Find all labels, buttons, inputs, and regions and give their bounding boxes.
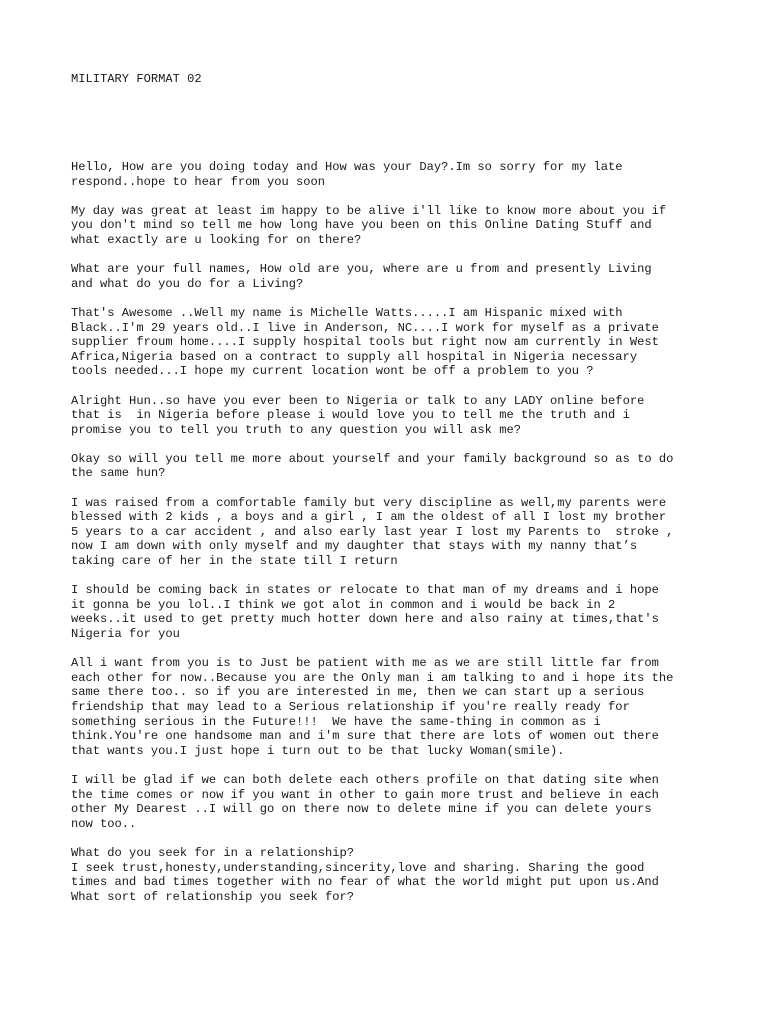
paragraph-delete-profile: I will be glad if we can both delete each others profile on that dating site when the time comes or now if you want in other to gain more trust and believe in each other My Dearest ..I will go on there now to delete mine if you can delete yours now too.. [71, 772, 659, 831]
paragraph-day: My day was great at least im happy to be alive i'll like to know more about you if you don't mind so tell me how long have you been on this Online Dating Stuff and what exactly are u looking for on there? [71, 203, 667, 247]
paragraph-return: I should be coming back in states or relocate to that man of my dreams and i hope it gonna be you lol..I think we got alot in common and i would be back in 2 weeks..it used to get pretty much hotter down here and also rainy at times,that's Nigeria for you [71, 583, 659, 641]
paragraph-greeting: Hello, How are you doing today and How was your Day?.Im so sorry for my late respond..hope to hear from you soon [71, 160, 623, 189]
paragraph-background-request: Okay so will you tell me more about yourself and your family background so as to do the same hun? [71, 451, 674, 481]
paragraph-nigeria: Alright Hun..so have you ever been to Nigeria or talk to any LADY online before that is in Nigeria before please i would love you to tell me the truth and i promise you to tell you truth to any question you will ask me? [71, 393, 645, 437]
paragraph-family: I was raised from a comfortable family but very discipline as well,my parents were blessed with 2 kids , a boys and a girl , I am the oldest of all I lost my brother 5 years to a car accident , and also early last year I lost my Parents to stroke , now I am down with only myself and my daughter that stays with my nanny that’s taking care of her in the state till I return [71, 495, 674, 569]
document-body [71, 160, 731, 919]
paragraph-questions: What are your full names, How old are you, where are u from and presently Living and what do you do for a Living? [71, 262, 652, 291]
paragraph-patience: All i want from you is to Just be patient with me as we are still little far from each other for now..Because you are the Only man i am talking to and i hope its the same there too.. so if you are interested in me, then we can start up a serious friendship that may lead to a Serious relationship if you're really ready for something serious in the Future!!! We have the same-thing in common as i think.You're one handsome man and i'm sure that there are lots of women out there that wants you.I just hope i turn out to be that lucky Woman(smile). [71, 656, 674, 758]
paragraph-relationship: What do you seek for in a relationship? I seek trust,honesty,understanding,sincerity,love and sharing. Sharing the good times and bad times together with no fear of what the world might put upon us.And What sort of relationship you seek for? [71, 845, 659, 904]
paragraph-introduction: That's Awesome ..Well my name is Michelle Watts.....I am Hispanic mixed with Black..I'm 29 years old..I live in Anderson, NC....I work for myself as a private supplier froum home....I supply hospital tools but right now am currently in West Africa,Nigeria based on a contract to supply all hospital in Nigeria necessary tools needed...I hope my current location wont be off a problem to you ? [71, 305, 659, 379]
document-title: MILITARY FORMAT 02 [71, 72, 202, 86]
